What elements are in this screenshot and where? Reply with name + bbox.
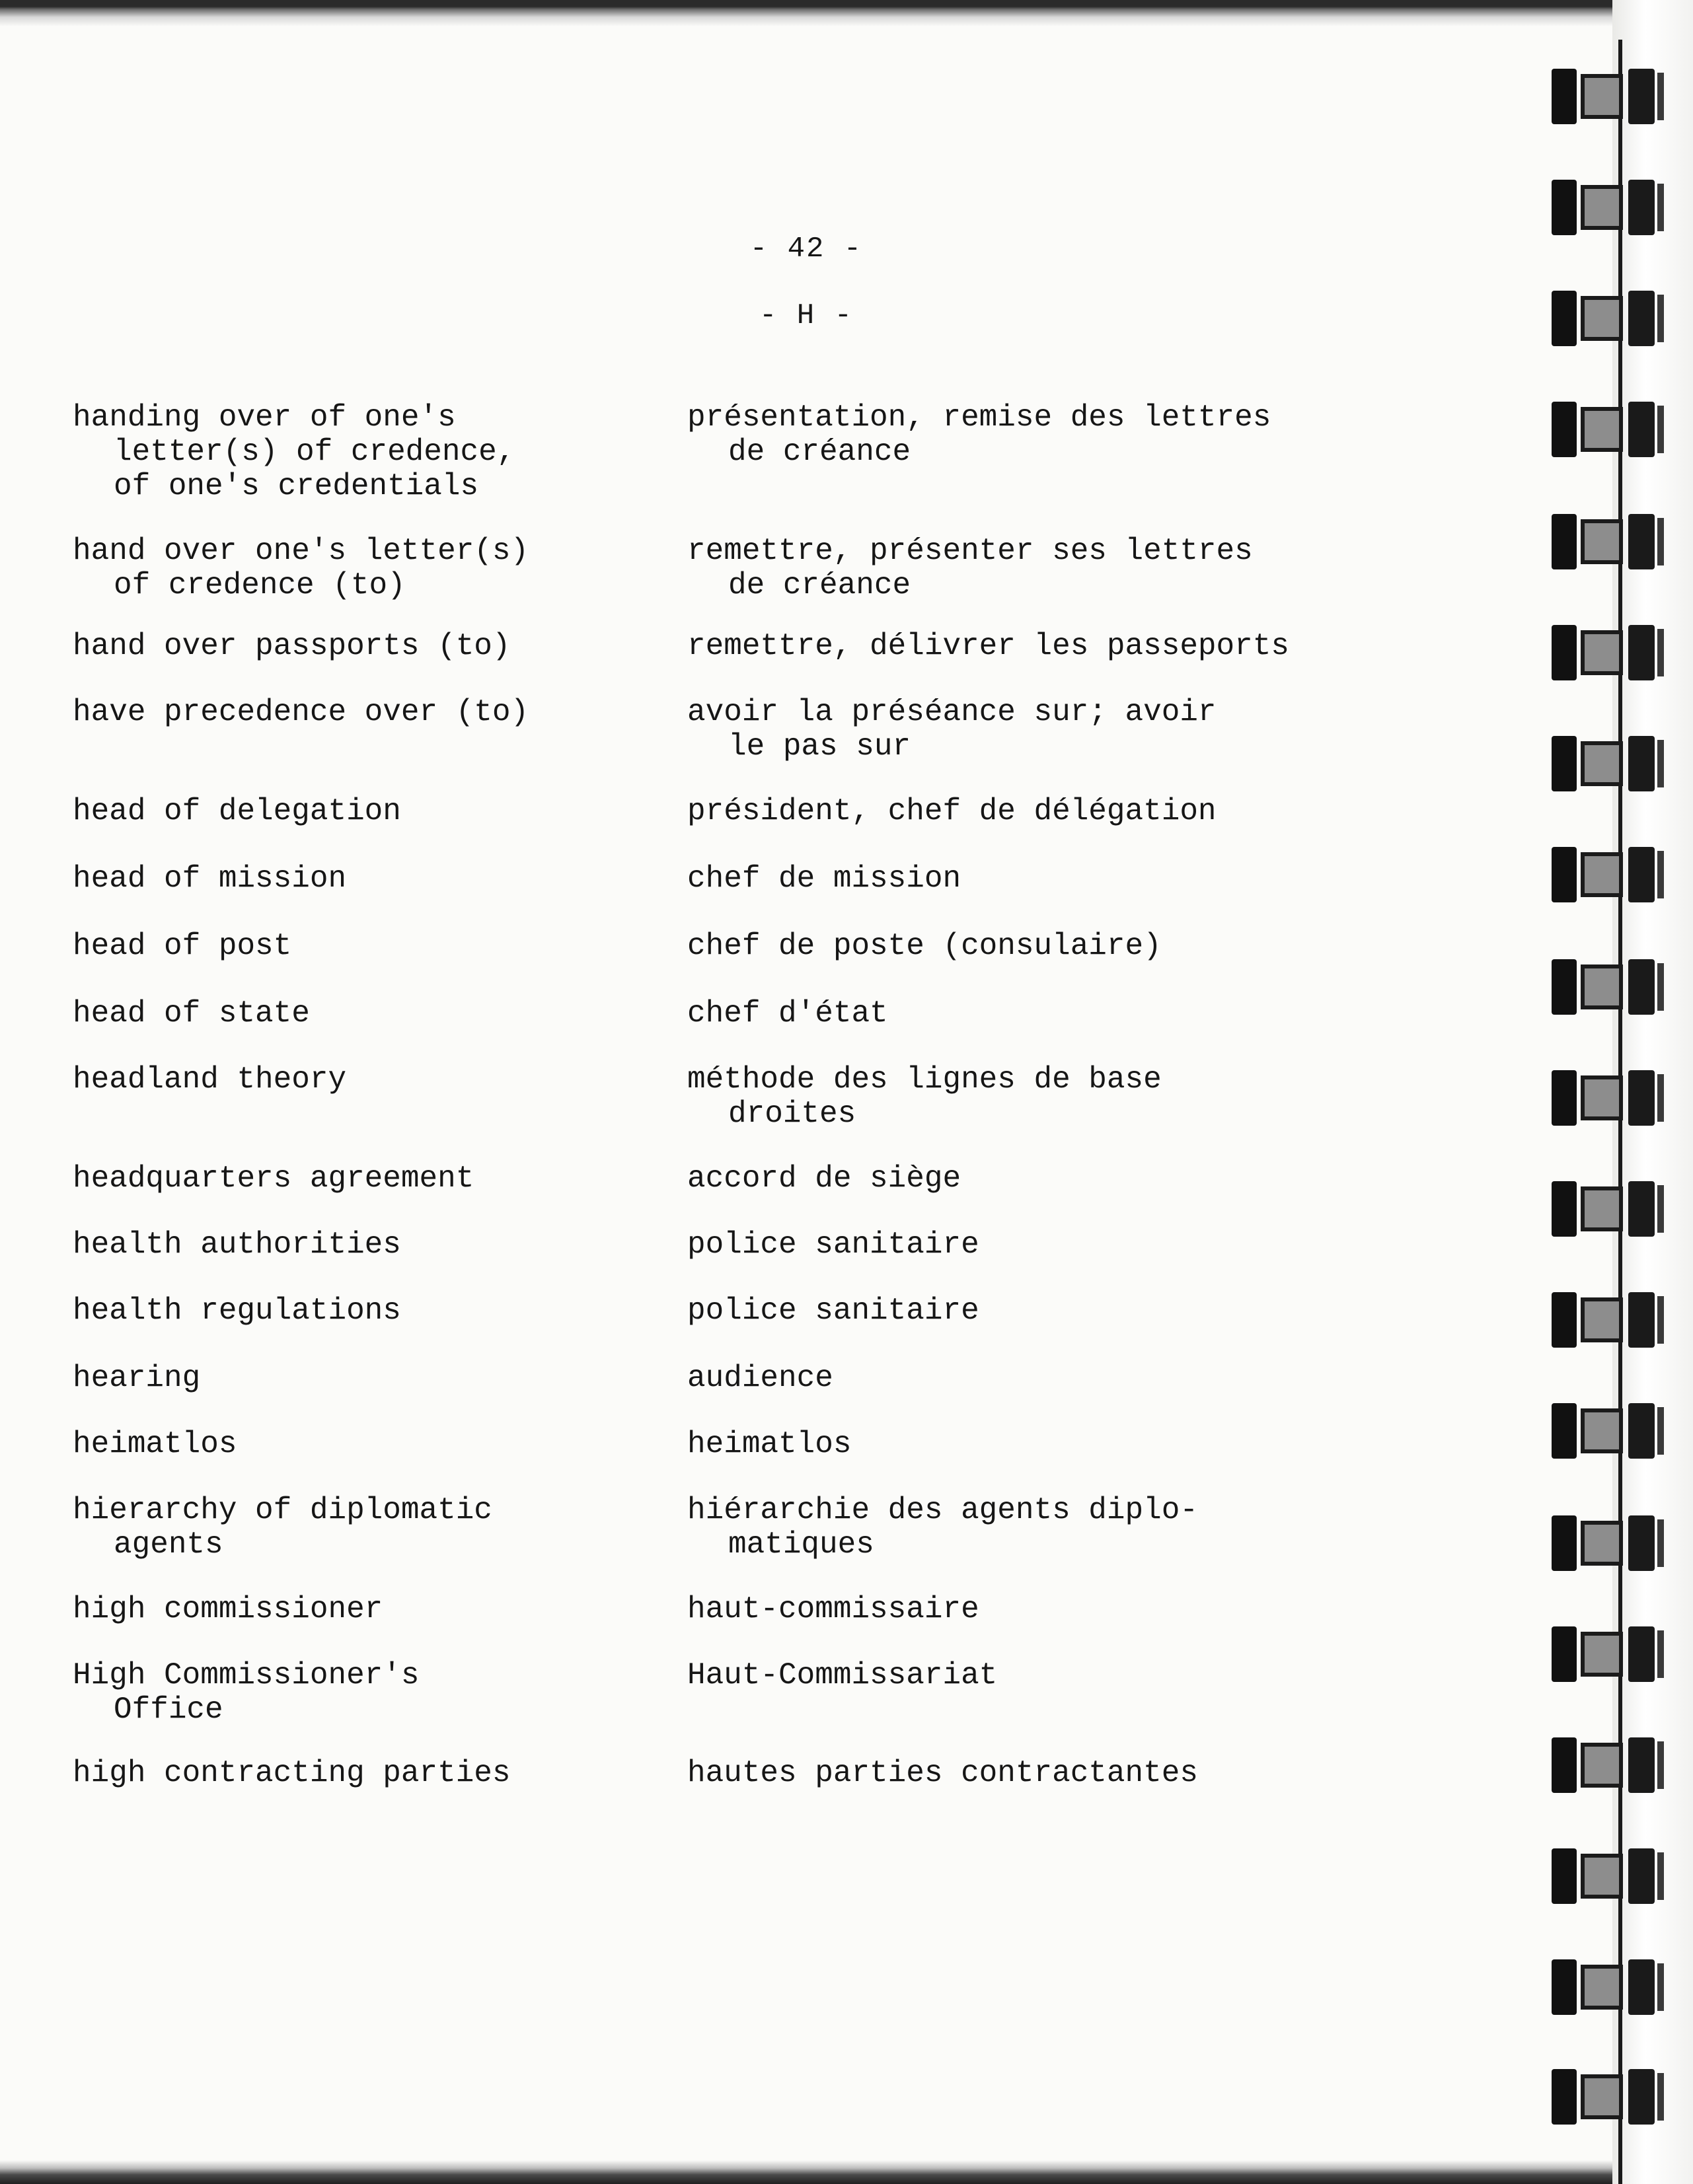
english-term-line: agents xyxy=(114,1527,223,1562)
french-term-line: police sanitaire xyxy=(687,1293,979,1328)
french-term xyxy=(687,400,1271,469)
english-term xyxy=(73,1427,237,1461)
glossary-entry xyxy=(0,695,1612,764)
page-bottom-edge xyxy=(0,2160,1612,2184)
french-term-line: Haut-Commissariat xyxy=(687,1658,998,1693)
page-top-edge xyxy=(0,0,1612,26)
binding-ring xyxy=(1552,1403,1671,1459)
english-term xyxy=(73,1592,383,1626)
glossary-entry xyxy=(0,1161,1612,1196)
english-term-line: of credence (to) xyxy=(114,568,406,602)
section-letter: - H - xyxy=(759,299,854,332)
french-term-line: président, chef de délégation xyxy=(687,794,1217,828)
glossary-entry xyxy=(0,1293,1612,1328)
glossary-entry xyxy=(0,1592,1612,1626)
french-term-line: chef d'état xyxy=(687,996,888,1031)
english-term xyxy=(73,1227,401,1262)
english-term xyxy=(73,794,401,828)
french-term xyxy=(687,1493,1198,1562)
french-term xyxy=(687,996,888,1031)
glossary-entry xyxy=(0,1427,1612,1461)
english-term-line: health regulations xyxy=(73,1293,401,1328)
english-term-line: have precedence over (to) xyxy=(73,695,529,729)
french-term-line: de créance xyxy=(728,568,911,602)
binding-ring xyxy=(1552,2069,1671,2125)
english-term-line: head of delegation xyxy=(73,794,401,828)
glossary-entry xyxy=(0,1756,1612,1790)
english-term-line: hand over one's letter(s) xyxy=(73,534,529,568)
english-term xyxy=(73,996,310,1031)
english-term-line: head of post xyxy=(73,929,292,963)
glossary-entry xyxy=(0,794,1612,828)
glossary-entry xyxy=(0,629,1612,663)
english-term-line: Office xyxy=(114,1693,223,1727)
french-term xyxy=(687,1427,851,1461)
glossary-entry xyxy=(0,1361,1612,1395)
english-term xyxy=(73,1161,474,1196)
french-term-line: droites xyxy=(728,1097,856,1131)
english-term-line: hearing xyxy=(73,1361,201,1395)
english-term xyxy=(73,929,291,963)
glossary-entry xyxy=(0,996,1612,1031)
french-term-line: matiques xyxy=(728,1527,874,1562)
french-term-line: haut-commissaire xyxy=(687,1592,979,1626)
binding-ring xyxy=(1552,1959,1671,2015)
english-term-line: high commissioner xyxy=(73,1592,383,1626)
french-term-line: audience xyxy=(687,1361,833,1395)
french-term xyxy=(687,1062,1162,1131)
french-term xyxy=(687,1592,979,1626)
binding-ring xyxy=(1552,1292,1671,1348)
page-number: - 42 - xyxy=(749,233,863,266)
binding-ring xyxy=(1552,69,1671,124)
english-term-line: headland theory xyxy=(73,1062,347,1097)
french-term xyxy=(687,1756,1198,1790)
french-term xyxy=(687,629,1289,663)
english-term xyxy=(73,1293,401,1328)
french-term-line: remettre, présenter ses lettres xyxy=(687,534,1253,568)
binding-ring xyxy=(1552,402,1671,457)
french-term-line: remettre, délivrer les passeports xyxy=(687,629,1289,663)
english-term-line: head of mission xyxy=(73,861,347,896)
binding-ring xyxy=(1552,847,1671,902)
english-term-line: heimatlos xyxy=(73,1427,237,1461)
english-term-line: High Commissioner's xyxy=(73,1658,420,1693)
french-term xyxy=(687,794,1217,828)
french-term xyxy=(687,1658,997,1693)
binding-ring xyxy=(1552,1515,1671,1571)
english-term-line: hierarchy of diplomatic xyxy=(73,1493,492,1527)
french-term-line: de créance xyxy=(728,435,911,469)
french-term-line: chef de poste (consulaire) xyxy=(687,929,1162,963)
french-term xyxy=(687,534,1253,602)
glossary-entry xyxy=(0,1658,1612,1727)
english-term xyxy=(73,1062,346,1097)
french-term xyxy=(687,929,1162,963)
english-term xyxy=(73,629,511,663)
french-term xyxy=(687,1161,961,1196)
english-term xyxy=(73,1361,200,1395)
french-term xyxy=(687,1293,979,1328)
binding-ring xyxy=(1552,1181,1671,1237)
binding-ring xyxy=(1552,180,1671,235)
french-term-line: hautes parties contractantes xyxy=(687,1756,1198,1790)
binding-ring xyxy=(1552,736,1671,791)
french-term-line: police sanitaire xyxy=(687,1227,979,1262)
french-term-line: présentation, remise des lettres xyxy=(687,400,1271,435)
english-term-line: handing over of one's xyxy=(73,400,456,435)
binding-ring xyxy=(1552,1848,1671,1904)
english-term xyxy=(73,1756,511,1790)
french-term-line: accord de siège xyxy=(687,1161,961,1196)
english-term xyxy=(73,1493,492,1562)
binding-ring xyxy=(1552,1737,1671,1793)
glossary-entry xyxy=(0,861,1612,896)
french-term-line: hiérarchie des agents diplo- xyxy=(687,1493,1198,1527)
english-term-line: letter(s) of credence, xyxy=(114,435,515,469)
english-term xyxy=(73,534,529,602)
french-term-line: heimatlos xyxy=(687,1427,852,1461)
glossary-entry xyxy=(0,400,1612,503)
english-term-line: high contracting parties xyxy=(73,1756,511,1790)
english-term xyxy=(73,861,346,896)
english-term xyxy=(73,1658,420,1727)
french-term xyxy=(687,1227,979,1262)
binding-ring xyxy=(1552,625,1671,680)
french-term xyxy=(687,1361,833,1395)
french-term-line: le pas sur xyxy=(728,729,911,764)
binding-ring xyxy=(1552,959,1671,1015)
binding-ring xyxy=(1552,514,1671,569)
english-term-line: head of state xyxy=(73,996,310,1031)
french-term xyxy=(687,861,961,896)
glossary-entry xyxy=(0,1227,1612,1262)
english-term-line: headquarters agreement xyxy=(73,1161,474,1196)
english-term-line: hand over passports (to) xyxy=(73,629,511,663)
binding-ring xyxy=(1552,1070,1671,1126)
english-term xyxy=(73,695,529,729)
english-term-line: health authorities xyxy=(73,1227,401,1262)
english-term xyxy=(73,400,515,503)
glossary-entry xyxy=(0,1062,1612,1131)
binding-ring xyxy=(1552,1626,1671,1682)
french-term-line: méthode des lignes de base xyxy=(687,1062,1162,1097)
french-term xyxy=(687,695,1217,764)
english-term-line: of one's credentials xyxy=(114,469,479,503)
glossary-entry xyxy=(0,1493,1612,1562)
french-term-line: avoir la préséance sur; avoir xyxy=(687,695,1217,729)
french-term-line: chef de mission xyxy=(687,861,961,896)
